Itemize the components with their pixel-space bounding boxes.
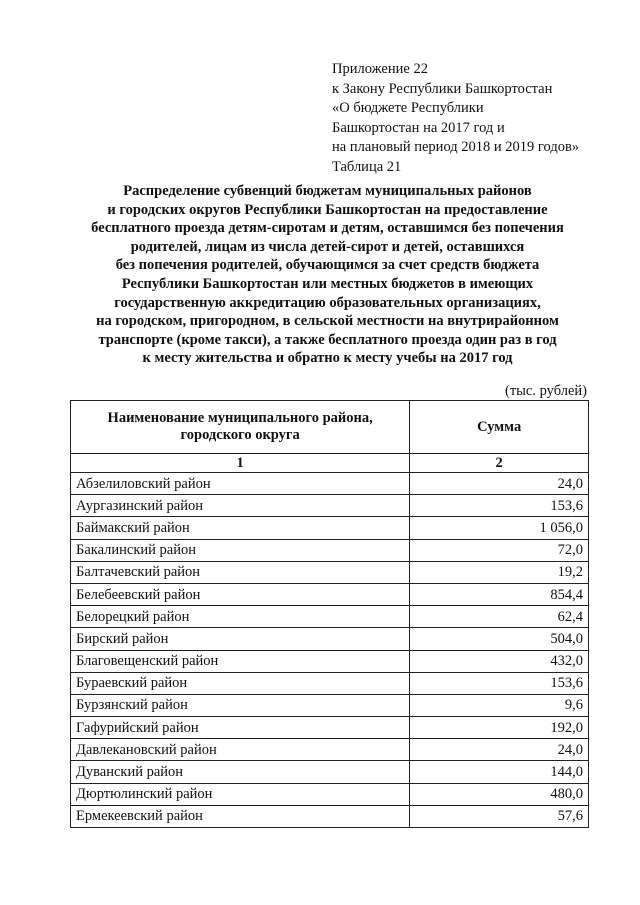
appendix-line: Башкортостан на 2017 год и	[332, 119, 505, 136]
table-row	[71, 672, 589, 694]
table-row	[71, 606, 589, 628]
appendix-line: к Закону Республики Башкортостан	[332, 80, 553, 97]
document-title	[40, 182, 615, 368]
column-number-2: 2	[410, 454, 589, 473]
district-name: Бураевский район	[71, 672, 410, 694]
units-label: (тыс. рублей)	[505, 383, 587, 399]
subsidy-table	[70, 400, 589, 828]
table-row	[71, 473, 589, 495]
table-row	[71, 517, 589, 539]
district-name: Гафурийский район	[71, 717, 410, 739]
district-name: Дюртюлинский район	[71, 783, 410, 805]
district-name: Балтачевский район	[71, 561, 410, 583]
title-line: без попечения родителей, обучающимся за счет средств бюджета	[115, 257, 540, 274]
district-name: Бирский район	[71, 628, 410, 650]
appendix-line: Таблица 21	[332, 158, 402, 175]
district-sum: 480,0	[410, 783, 589, 805]
table-row	[71, 539, 589, 561]
title-line: на городском, пригородном, в сельской местности на внутрирайонном	[96, 313, 559, 330]
title-line: и городских округов Республики Башкортостан на предоставление	[107, 201, 548, 218]
district-sum: 62,4	[410, 606, 589, 628]
table-row	[71, 694, 589, 716]
table-header-row	[71, 401, 589, 454]
district-name: Давлекановский район	[71, 739, 410, 761]
title-line: Распределение субвенций бюджетам муниципальных районов	[123, 183, 532, 199]
district-name: Бурзянский район	[71, 694, 410, 716]
header-name-text: Наименование муниципального района, городского округа	[107, 410, 373, 443]
district-name: Ермекеевский район	[71, 805, 410, 827]
district-name: Благовещенский район	[71, 650, 410, 672]
district-sum: 57,6	[410, 805, 589, 827]
district-sum: 19,2	[410, 561, 589, 583]
title-line: бесплатного проезда детям-сиротам и детям, оставшимся без попечения	[91, 220, 564, 237]
title-line: родителей, лицам из числа детей-сирот и детей, оставшихся	[130, 238, 525, 255]
district-name: Белорецкий район	[71, 606, 410, 628]
district-sum: 504,0	[410, 628, 589, 650]
district-sum: 153,6	[410, 495, 589, 517]
district-sum: 72,0	[410, 539, 589, 561]
district-sum: 192,0	[410, 717, 589, 739]
column-number-row	[71, 454, 589, 473]
column-number-1: 1	[71, 454, 410, 473]
table-row	[71, 783, 589, 805]
district-sum: 9,6	[410, 694, 589, 716]
table-row	[71, 650, 589, 672]
title-line: транспорте (кроме такси), а также бесплатного проезда один раз в год	[98, 331, 557, 348]
appendix-line: Приложение 22	[332, 61, 428, 77]
table-row	[71, 761, 589, 783]
district-sum: 432,0	[410, 650, 589, 672]
district-sum: 1 056,0	[410, 517, 589, 539]
appendix-line: на плановый период 2018 и 2019 годов»	[332, 139, 580, 155]
district-name: Абзелиловский район	[71, 473, 410, 495]
district-sum: 24,0	[410, 739, 589, 761]
header-name	[71, 401, 410, 454]
appendix-line: «О бюджете Республики	[332, 100, 484, 116]
district-name: Бакалинский район	[71, 539, 410, 561]
table-row	[71, 561, 589, 583]
table-row	[71, 628, 589, 650]
header-sum: Сумма	[410, 401, 589, 454]
district-sum: 153,6	[410, 672, 589, 694]
title-line: государственную аккредитацию образовательных организациях,	[114, 294, 541, 311]
district-sum: 144,0	[410, 761, 589, 783]
table-row	[71, 583, 589, 605]
table-row	[71, 739, 589, 761]
district-name: Аургазинский район	[71, 495, 410, 517]
district-sum: 24,0	[410, 473, 589, 495]
district-name: Баймакский район	[71, 517, 410, 539]
table-row	[71, 495, 589, 517]
district-sum: 854,4	[410, 583, 589, 605]
appendix-block	[332, 60, 579, 177]
title-line: Республики Башкортостан или местных бюджетов в имеющих	[121, 275, 534, 292]
district-name: Белебеевский район	[71, 583, 410, 605]
table-row	[71, 717, 589, 739]
table-row	[71, 805, 589, 827]
title-line: к месту жительства и обратно к месту учебы на 2017 год	[142, 350, 513, 367]
district-name: Дуванский район	[71, 761, 410, 783]
